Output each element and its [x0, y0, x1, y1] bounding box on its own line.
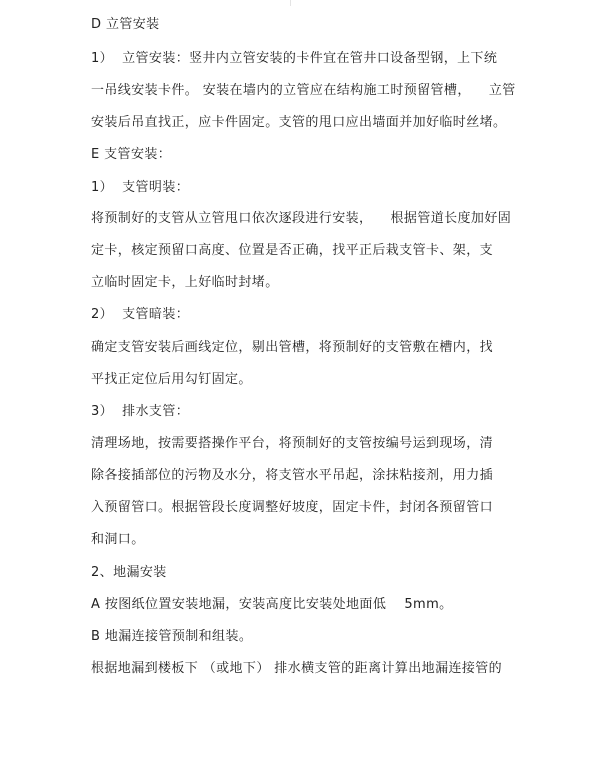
paragraph-line: 和洞口。 — [91, 532, 145, 547]
paragraph-line: 立临时固定卡，上好临时封堵。 — [91, 275, 279, 290]
paragraph-line: 清理场地，按需要搭操作平台，将预制好的支管按编号运到现场，清 — [91, 436, 494, 451]
paragraph-line: B 地漏连接管预制和组装。 — [91, 629, 253, 644]
paragraph-line: 入预留管口。根据管段长度调整好坡度，固定卡件，封闭各预留管口 — [91, 500, 494, 515]
subheading-exposed-branch: 1） 支管明装： — [91, 180, 190, 195]
paragraph-line: 将预制好的支管从立管甩口依次逐段进行安装， 根据管道长度加好固 — [91, 211, 512, 226]
subheading-drain-branch: 3） 排水支管： — [91, 404, 190, 419]
paragraph-line: 定卡，核定预留口高度、位置是否正确，找平正后栽支管卡、架，支 — [91, 243, 494, 258]
paragraph-line: 根据地漏到楼板下 （或地下） 排水横支管的距离计算出地漏连接管的 — [91, 661, 503, 676]
paragraph-line: 一吊线安装卡件。 安装在墙内的立管应在结构施工时预留管槽， 立管 — [91, 83, 516, 98]
page-top-divider — [290, 0, 291, 6]
paragraph-line: 安装后吊直找正，应卡件固定。支管的甩口应出墙面并加好临时丝堵。 — [91, 115, 507, 130]
heading-d-riser-installation: D 立管安装 — [91, 17, 160, 32]
paragraph-line: 平找正定位后用勾钉固定。 — [91, 372, 252, 387]
subheading-concealed-branch: 2） 支管暗装： — [91, 307, 190, 322]
paragraph-line: 除各接插部位的污物及水分，将支管水平吊起，涂抹粘接剂，用力插 — [91, 468, 494, 483]
paragraph-line: 确定支管安装后画线定位，剔出管槽，将预制好的支管敷在槽内，找 — [91, 340, 494, 355]
heading-e-branch-installation: E 支管安装： — [91, 147, 172, 162]
paragraph-line: A 按图纸位置安装地漏，安装高度比安装处地面低 5mm。 — [91, 597, 453, 612]
paragraph-line: 1） 立管安装：竖井内立管安装的卡件宜在管井口设备型钢，上下统 — [91, 51, 498, 66]
heading-floor-drain-installation: 2、地漏安装 — [91, 565, 167, 580]
